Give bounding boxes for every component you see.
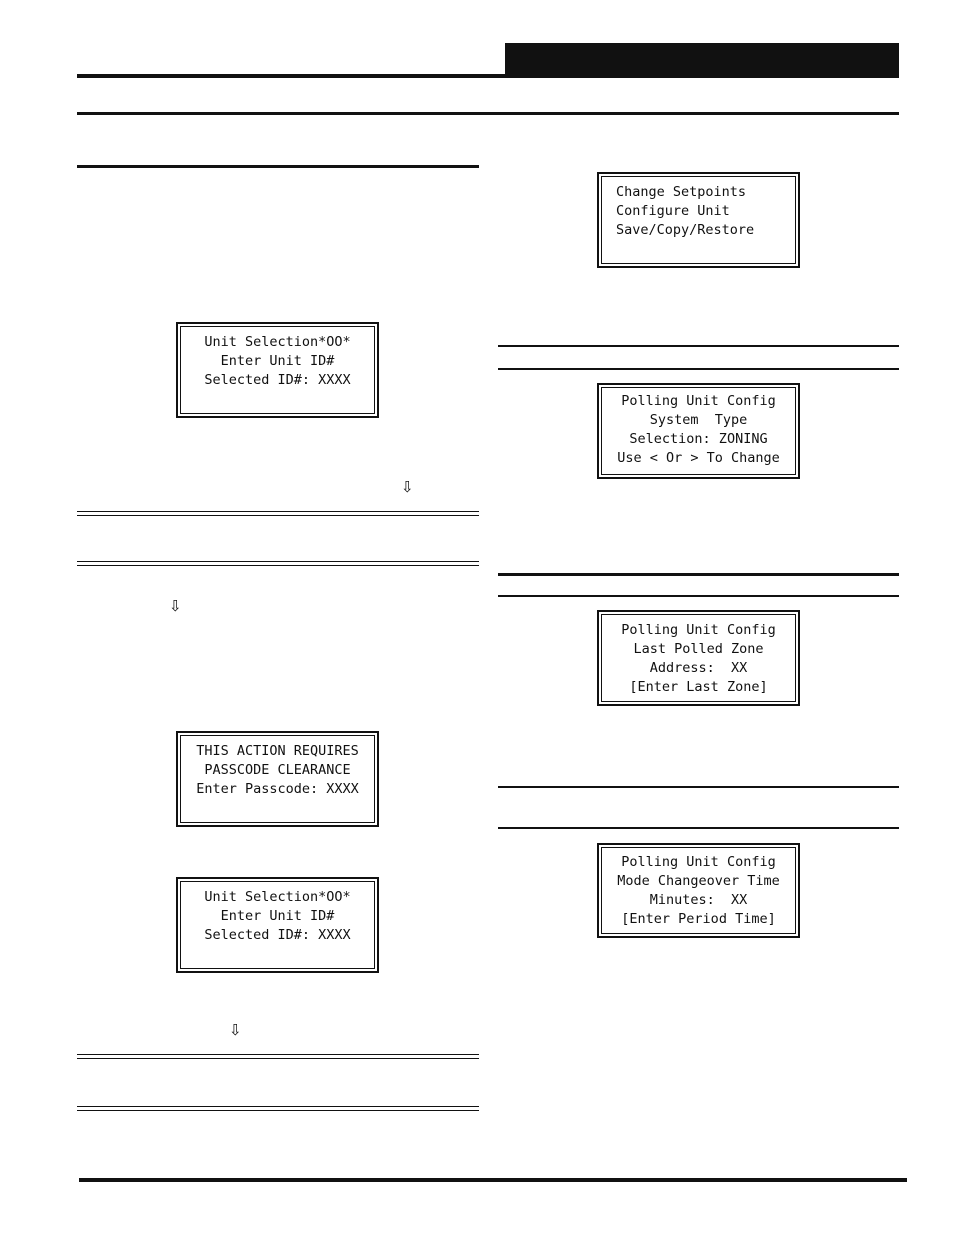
lcd-line: Change Setpoints [616,184,747,200]
left-section-rule-2b [77,515,479,516]
lcd-line: Polling Unit Config [621,622,776,638]
left-section-rule-3b [77,565,479,566]
lcd-line: Polling Unit Config [621,854,776,870]
right-section-rule-6 [498,827,899,829]
lcd-unit-selection-1 [176,322,379,418]
lcd-line: Mode Changeover Time [617,873,780,889]
right-section-rule-1 [498,345,899,347]
lcd-line: Polling Unit Config [621,393,776,409]
lcd-line: Unit Selection*OO* [204,334,351,350]
left-section-rule-4a [77,1054,479,1055]
lcd-line: Use < Or > To Change [617,450,780,466]
lcd-line: Unit Selection*OO* [204,889,351,905]
right-section-rule-3 [498,573,899,576]
lcd-line: Enter Unit ID# [220,353,335,369]
lcd-line: System Type [649,412,748,428]
lcd-line: Enter Unit ID# [220,908,335,924]
lcd-system-type [597,383,800,479]
lcd-line: Enter Passcode: XXXX [196,781,359,797]
down-arrow-icon: ⇩ [229,1021,242,1039]
lcd-line: Save/Copy/Restore [616,222,755,238]
lcd-line: Selected ID#: XXXX [204,372,351,388]
left-section-rule-4b [77,1058,479,1059]
down-arrow-icon: ⇩ [401,478,414,496]
left-section-rule-5a [77,1106,479,1107]
lcd-line: PASSCODE CLEARANCE [204,762,351,778]
lcd-main-menu [597,172,800,268]
left-section-rule-3a [77,561,479,562]
down-arrow-icon: ⇩ [169,597,182,615]
right-section-rule-2 [498,368,899,370]
lcd-line: Selected ID#: XXXX [204,927,351,943]
left-section-rule-2a [77,511,479,512]
lcd-line: THIS ACTION REQUIRES [196,743,359,759]
lcd-line: [Enter Period Time] [621,911,776,927]
left-section-rule-5b [77,1110,479,1111]
right-section-rule-4 [498,595,899,597]
lcd-line: [Enter Last Zone] [629,679,768,695]
header-tab-block [505,43,899,78]
header-rule [77,74,505,78]
lcd-line: Last Polled Zone [633,641,764,657]
lcd-line: Configure Unit [616,203,730,219]
lcd-line: Selection: ZONING [629,431,768,447]
right-section-rule-5 [498,786,899,788]
lcd-line: Minutes: XX [649,892,748,908]
footer-rule [79,1178,907,1182]
top-divider [77,112,899,115]
lcd-passcode [176,731,379,827]
left-section-rule-1 [77,165,479,168]
lcd-last-zone [597,610,800,706]
lcd-changeover [597,843,800,938]
lcd-unit-selection-2 [176,877,379,973]
lcd-line: Address: XX [649,660,748,676]
